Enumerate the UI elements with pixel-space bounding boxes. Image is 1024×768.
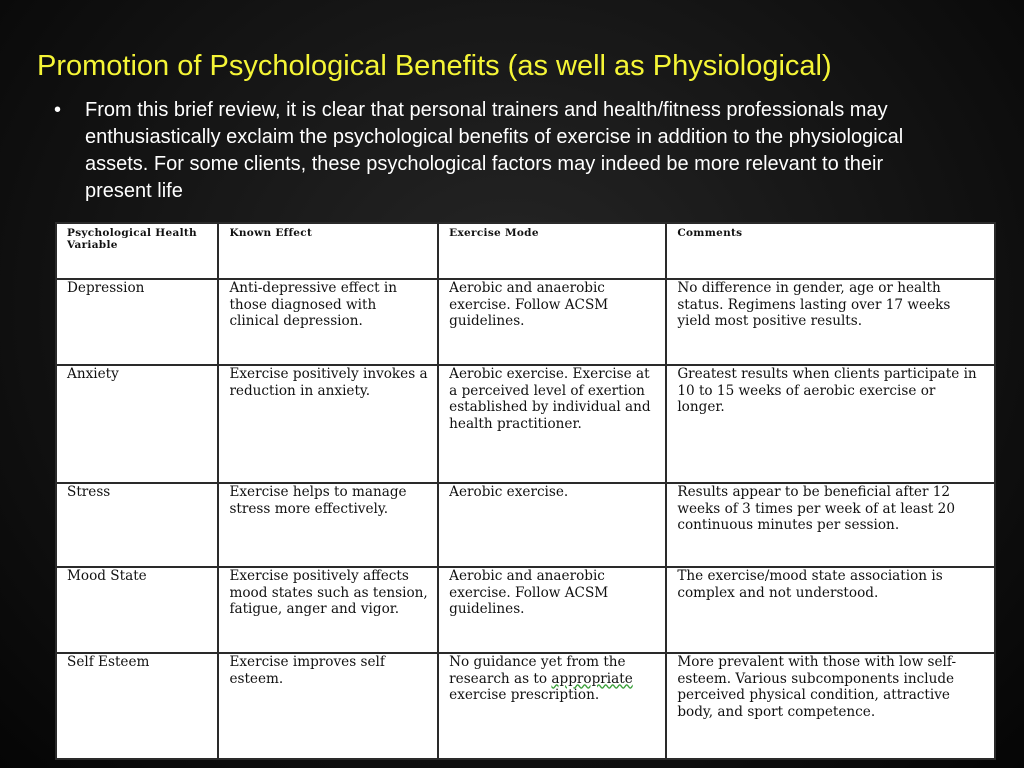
table-row: [56, 567, 995, 653]
cell-comments: Greatest results when clients participate in 10 to 15 weeks of aerobic exercise or longer.: [666, 365, 995, 483]
header-exercise-mode: Exercise Mode: [438, 223, 666, 279]
header-variable: Psychological Health Variable: [56, 223, 218, 279]
cell-mode: [438, 653, 666, 759]
slide-title: Promotion of Psychological Benefits (as well as Physiological): [37, 50, 832, 82]
cell-effect: Exercise positively affects mood states such as tension, fatigue, anger and vigor.: [218, 567, 438, 653]
table-row: [56, 365, 995, 483]
cell-variable: Stress: [56, 483, 218, 567]
cell-mode-text: No guidance yet from the research as to: [449, 654, 626, 687]
cell-mode: Aerobic exercise. Exercise at a perceived level of exertion established by individual and health practitioner.: [438, 365, 666, 483]
table-row: [56, 279, 995, 365]
psychological-benefits-table: [55, 222, 996, 760]
cell-effect: Exercise positively invokes a reduction in anxiety.: [218, 365, 438, 483]
bullet-text: From this brief review, it is clear that personal trainers and health/fitness professionals may enthusiastically exclaim the psychological benefits of exercise in addition to the physiological assets. For some clients, these psychological factors may indeed be more relevant to their present life: [85, 99, 904, 202]
cell-effect: Anti-depressive effect in those diagnosed with clinical depression.: [218, 279, 438, 365]
header-known-effect: Known Effect: [218, 223, 438, 279]
cell-effect: Exercise improves self esteem.: [218, 653, 438, 759]
header-comments: Comments: [666, 223, 995, 279]
bullet-point: [54, 97, 904, 205]
bullet-marker: •: [54, 99, 62, 121]
cell-comments: No difference in gender, age or health status. Regimens lasting over 17 weeks yield most positive results.: [666, 279, 995, 365]
spellcheck-underlined-word: appropriate: [551, 670, 633, 687]
cell-comments: More prevalent with those with low self-esteem. Various subcomponents include perceived physical condition, attractive body, and sport competence.: [666, 653, 995, 759]
table-row: [56, 483, 995, 567]
psychological-benefits-table-image: [55, 222, 996, 760]
cell-comments: The exercise/mood state association is complex and not understood.: [666, 567, 995, 653]
cell-mode: Aerobic and anaerobic exercise. Follow ACSM guidelines.: [438, 279, 666, 365]
cell-variable: Depression: [56, 279, 218, 365]
table-row: [56, 653, 995, 759]
cell-variable: Anxiety: [56, 365, 218, 483]
table-header-row: [56, 223, 995, 279]
cell-variable: Mood State: [56, 567, 218, 653]
cell-variable: Self Esteem: [56, 653, 218, 759]
cell-comments: Results appear to be beneficial after 12 weeks of 3 times per week of at least 20 continuous minutes per session.: [666, 483, 995, 567]
cell-effect: Exercise helps to manage stress more effectively.: [218, 483, 438, 567]
cell-mode: Aerobic exercise.: [438, 483, 666, 567]
cell-mode: Aerobic and anaerobic exercise. Follow ACSM guidelines.: [438, 567, 666, 653]
cell-mode-text: exercise prescription.: [449, 687, 600, 704]
